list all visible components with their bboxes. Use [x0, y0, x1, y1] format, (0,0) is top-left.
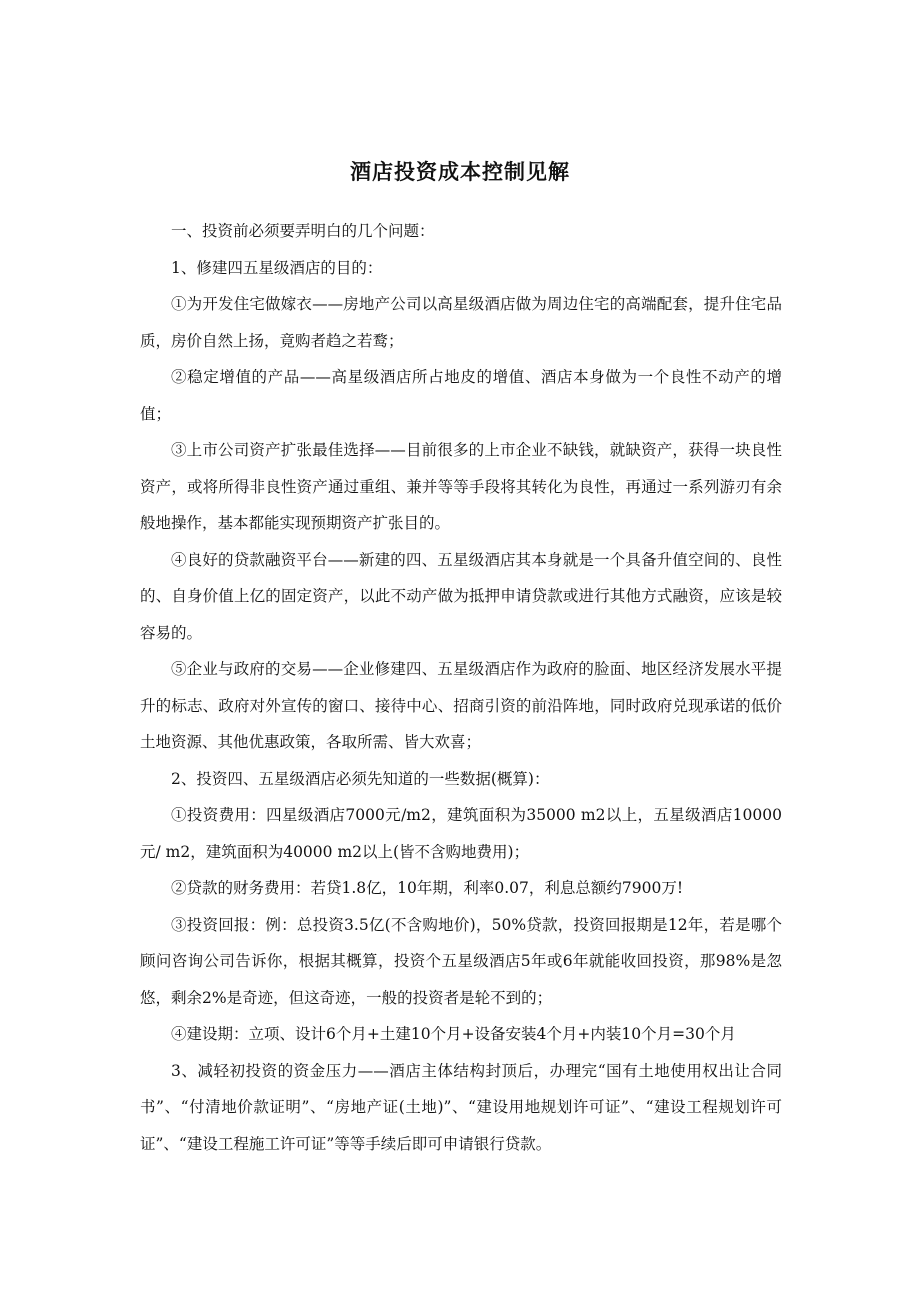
paragraph: ④良好的贷款融资平台——新建的四、五星级酒店其本身就是一个具备升值空间的、良性的、自身价值上亿的固定资产，以此不动产做为抵押申请贷款或进行其他方式融资，应该是较容易的。 [140, 550, 782, 642]
paragraph: ③投资回报：例：总投资3.5亿(不含购地价)，50%贷款，投资回报期是12年，若是哪个顾问咨询公司告诉你，根据其概算，投资个五星级酒店5年或6年就能收回投资，那98%是忽悠，剩余2%是奇迹，但这奇迹，一般的投资者是轮不到的； [140, 915, 782, 1007]
paragraph: ④建设期：立项、设计6个月+土建10个月+设备安装4个月+内装10个月=30个月 [171, 1025, 736, 1043]
paragraph: 1、修建四五星级酒店的目的： [171, 258, 383, 277]
document-title: 酒店投资成本控制见解 [350, 160, 570, 184]
paragraph: ①为开发住宅做嫁衣——房地产公司以高星级酒店做为周边住宅的高端配套，提升住宅品质，房价自然上扬，竟购者趋之若鹜； [140, 295, 782, 350]
paragraph: 2、投资四、五星级酒店必须先知道的一些数据(概算)： [171, 769, 550, 788]
paragraph: ③上市公司资产扩张最佳选择——目前很多的上市企业不缺钱，就缺资产，获得一块良性资产，或将所得非良性资产通过重组、兼并等等手段将其转化为良性，再通过一系列游刃有余般地操作，基本都能实现预期资产扩张目的。 [140, 441, 782, 532]
document-body [140, 213, 782, 1162]
paragraph: ②贷款的财务费用：若贷1.8亿，10年期，利率0.07，利息总额约7900万! [171, 879, 684, 897]
paragraph: ⑤企业与政府的交易——企业修建四、五星级酒店作为政府的脸面、地区经济发展水平提升的标志、政府对外宣传的窗口、接待中心、招商引资的前沿阵地，同时政府兑现承诺的低价土地资源、其他优惠政策，各取所需、皆大欢喜； [140, 660, 782, 751]
paragraph: ①投资费用：四星级酒店7000元/m2，建筑面积为35000 m2以上，五星级酒店10000元/ m2，建筑面积为40000 m2以上(皆不含购地费用)； [140, 806, 782, 861]
paragraph: ②稳定增值的产品——高星级酒店所占地皮的增值、酒店本身做为一个良性不动产的增值； [140, 368, 782, 423]
paragraph: 3、减轻初投资的资金压力——酒店主体结构封顶后，办理完“国有土地使用权出让合同书”、“付清地价款证明”、“房地产证(土地)”、“建设用地规划许可证”、“建设工程规划许可证”、“建设工程施工许可证”等等手续后即可申请银行贷款。 [140, 1061, 782, 1153]
paragraph: 一、投资前必须要弄明白的几个问题： [171, 222, 435, 240]
